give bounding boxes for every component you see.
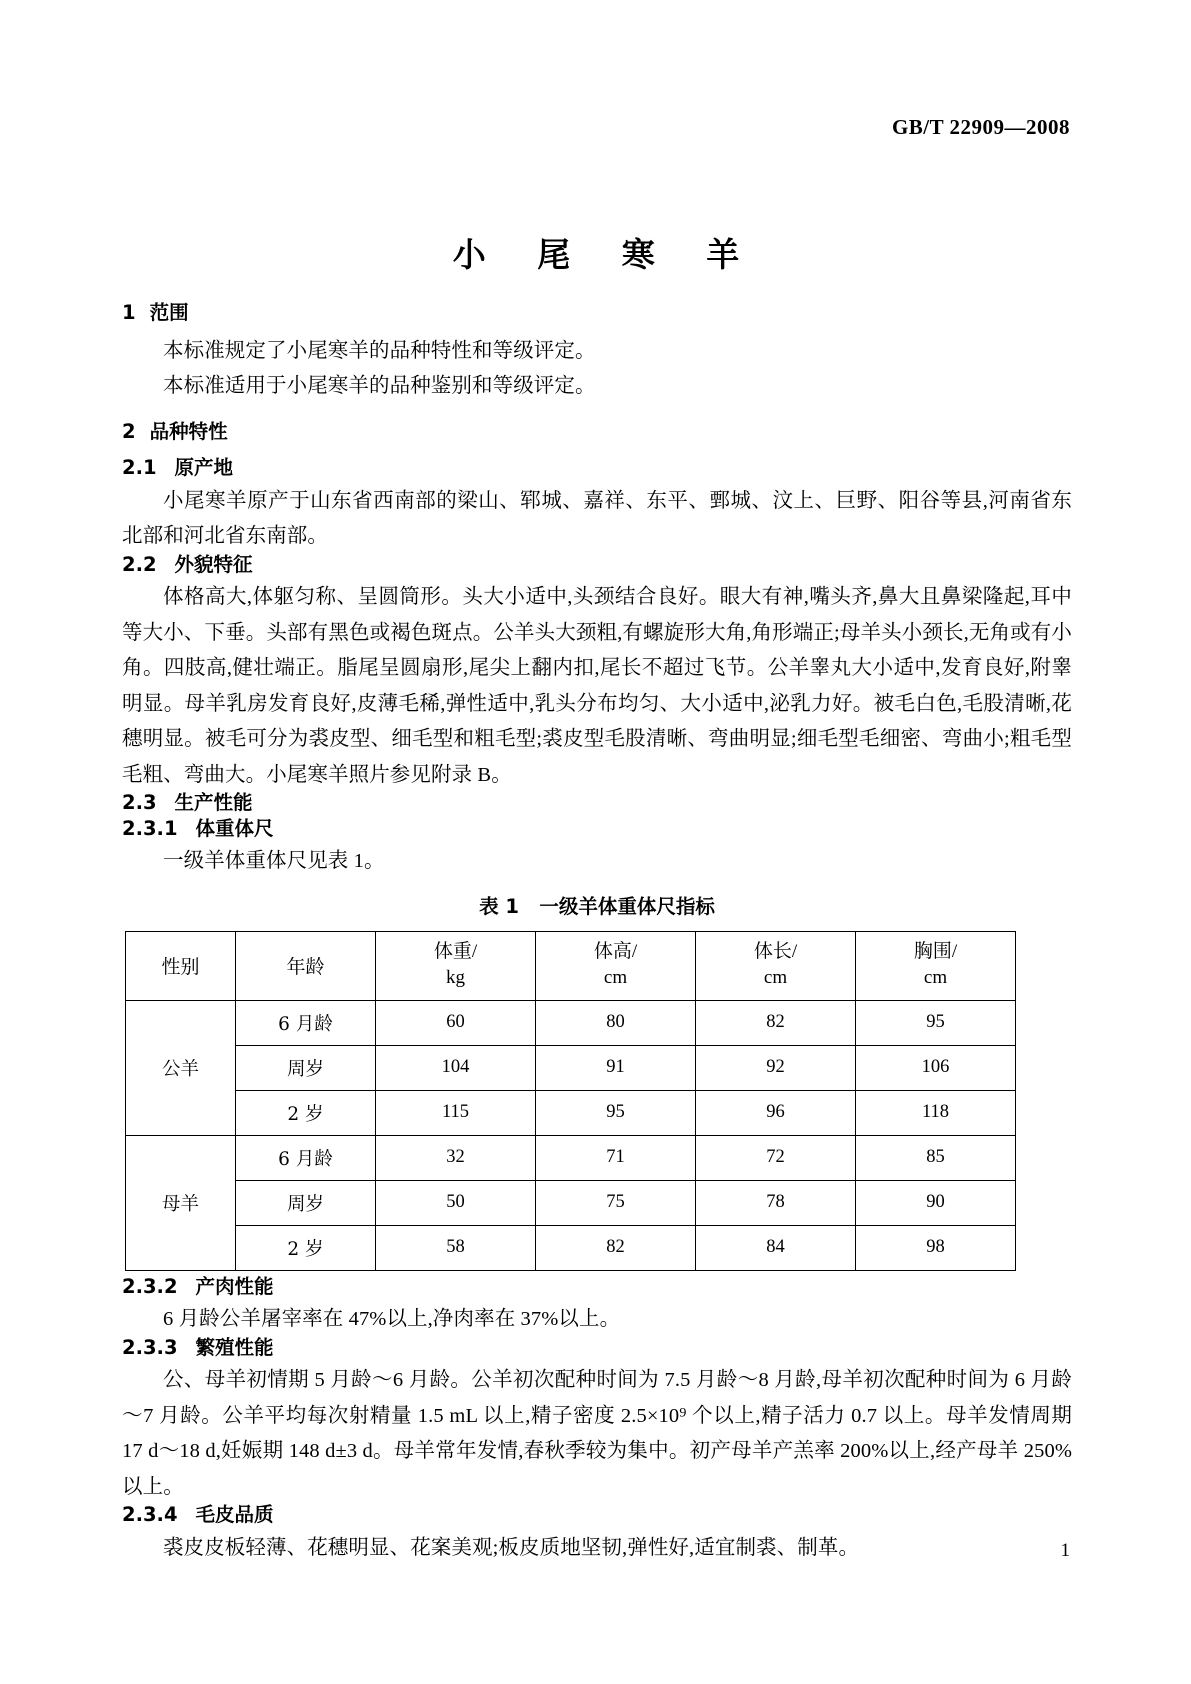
table-header-age (236, 931, 376, 1000)
cell-age: 6 月龄 (236, 1135, 376, 1180)
paragraph-meat-performance: 6 月龄公羊屠宰率在 47%以上,净肉率在 37%以上。 (163, 1308, 621, 1330)
cell-height: 91 (536, 1045, 696, 1090)
standard-number-header: GB/T 22909—2008 (891, 115, 1070, 139)
table-row (126, 1180, 1016, 1225)
paragraph-fur-quality: 裘皮皮板轻薄、花穗明显、花案美观;板皮质地坚韧,弹性好,适宜制裘、制革。 (163, 1536, 860, 1559)
section-heading-2-3-1 (122, 816, 1072, 840)
table-caption-label: 表 1 (479, 894, 519, 918)
section-title: 毛皮品质 (195, 1503, 274, 1526)
cell-girth: 90 (856, 1180, 1016, 1225)
table-caption-text: 一级羊体重体尺指标 (539, 894, 715, 918)
section-number: 2.3.1 (122, 816, 178, 840)
section-heading-2-3 (122, 793, 1072, 813)
table-row (126, 1135, 1016, 1180)
cell-length: 84 (696, 1225, 856, 1270)
table-caption (122, 891, 1072, 919)
cell-weight: 58 (376, 1225, 536, 1270)
cell-height: 82 (536, 1225, 696, 1270)
page-title: 小 尾 寒 羊 (452, 235, 760, 275)
section-title: 体重体尺 (195, 816, 274, 840)
cell-height: 80 (536, 1000, 696, 1045)
cell-sex-male: 公羊 (126, 1000, 236, 1135)
cell-weight: 104 (376, 1045, 536, 1090)
cell-length: 92 (696, 1045, 856, 1090)
paragraph-origin: 小尾寒羊原产于山东省西南部的梁山、郓城、嘉祥、东平、鄄城、汶上、巨野、阳谷等县,河南省东北部和河北省东南部。 (122, 489, 1072, 547)
cell-age: 6 月龄 (236, 1000, 376, 1045)
cell-girth: 85 (856, 1135, 1016, 1180)
cell-weight: 115 (376, 1090, 536, 1135)
cell-height: 95 (536, 1090, 696, 1135)
section-heading-2-2 (122, 552, 1072, 576)
cell-height: 75 (536, 1180, 696, 1225)
cell-age: 2 岁 (236, 1090, 376, 1135)
section-title: 品种特性 (149, 419, 228, 443)
section-title: 原产地 (174, 456, 234, 479)
section-number: 2.1 (122, 456, 157, 479)
header-label: 胸围/ (913, 940, 958, 962)
paragraph-reproduction: 公、母羊初情期 5 月龄～6 月龄。公羊初次配种时间为 7.5 月龄～8 月龄,母羊初次配种时间为 6 月龄～7 月龄。公羊平均每次射精量 1.5 mL 以上,精子密度 2.5×10⁹ 个以上,精子活力 0.7 以上。母羊发情周期 17 d～18 d,妊娠期 148 d±3 d。母羊常年发情,春秋季较为集中。初产母羊产羔率 200%以上,经产母羊 250%以上。 (122, 1369, 1072, 1498)
header-unit: kg (446, 966, 465, 988)
section-title: 生产性能 (174, 791, 253, 814)
section-number: 2.2 (122, 552, 157, 576)
page-number: 1 (1060, 1540, 1070, 1561)
cell-length: 72 (696, 1135, 856, 1180)
cell-height: 71 (536, 1135, 696, 1180)
section-title: 外貌特征 (174, 552, 253, 576)
cell-age: 周岁 (236, 1180, 376, 1225)
section-heading-2-3-4 (122, 1505, 1072, 1525)
header-label: 体重/ (433, 940, 478, 962)
cell-weight: 60 (376, 1000, 536, 1045)
cell-length: 96 (696, 1090, 856, 1135)
paragraph-scope-2: 本标准适用于小尾寒羊的品种鉴别和等级评定。 (163, 375, 596, 397)
table-row (126, 1045, 1016, 1090)
header-label: 体高/ (593, 940, 638, 962)
section-heading-2 (122, 419, 1072, 443)
paragraph-scope-1: 本标准规定了小尾寒羊的品种特性和等级评定。 (163, 339, 596, 362)
weight-measurement-table (125, 931, 1016, 1271)
table-header-sex (126, 931, 236, 1000)
cell-girth: 95 (856, 1000, 1016, 1045)
header-label: 年龄 (286, 956, 325, 978)
table-row (126, 1090, 1016, 1135)
header-label: 性别 (161, 956, 200, 978)
cell-girth: 98 (856, 1225, 1016, 1270)
table-header-girth (856, 931, 1016, 1000)
cell-weight: 32 (376, 1135, 536, 1180)
header-unit: cm (603, 966, 628, 988)
table-header-weight (376, 931, 536, 1000)
section-heading-2-1 (122, 458, 1072, 478)
header-unit: cm (923, 966, 948, 988)
cell-sex-female: 母羊 (126, 1135, 236, 1270)
cell-length: 78 (696, 1180, 856, 1225)
section-heading-2-3-2 (122, 1274, 1072, 1298)
section-number: 1 (122, 301, 136, 324)
section-title: 产肉性能 (195, 1274, 274, 1298)
section-number: 2.3 (122, 791, 157, 814)
cell-age: 周岁 (236, 1045, 376, 1090)
section-heading-1 (122, 303, 1072, 323)
header-unit: cm (763, 966, 788, 988)
table-row (126, 1225, 1016, 1270)
section-number: 2.3.2 (122, 1274, 178, 1298)
cell-girth: 106 (856, 1045, 1016, 1090)
cell-girth: 118 (856, 1090, 1016, 1135)
section-number: 2.3.3 (122, 1335, 178, 1359)
paragraph-table-reference: 一级羊体重体尺见表 1。 (163, 850, 385, 872)
section-title: 范围 (149, 301, 189, 324)
document-body (122, 303, 1072, 1566)
table-header-height (536, 931, 696, 1000)
section-title: 繁殖性能 (195, 1335, 274, 1359)
table-header-length (696, 931, 856, 1000)
cell-weight: 50 (376, 1180, 536, 1225)
header-label: 体长/ (753, 940, 798, 962)
section-number: 2 (122, 419, 136, 443)
section-number: 2.3.4 (122, 1503, 178, 1526)
table-header-row (126, 931, 1016, 1000)
cell-age: 2 岁 (236, 1225, 376, 1270)
paragraph-appearance: 体格高大,体躯匀称、呈圆筒形。头大小适中,头颈结合良好。眼大有神,嘴头齐,鼻大且鼻梁隆起,耳中等大小、下垂。头部有黑色或褐色斑点。公羊头大颈粗,有螺旋形大角,角形端正;母羊头小颈长,无角或有小角。四肢高,健壮端正。脂尾呈圆扇形,尾尖上翻内扣,尾长不超过飞节。公羊睾丸大小适中,发育良好,附睾明显。母羊乳房发育良好,皮薄毛稀,弹性适中,乳头分布均匀、大小适中,泌乳力好。被毛白色,毛股清晰,花穗明显。被毛可分为裘皮型、细毛型和粗毛型;裘皮型毛股清晰、弯曲明显;细毛型毛细密、弯曲小;粗毛型毛粗、弯曲大。小尾寒羊照片参见附录 B。 (122, 586, 1072, 786)
section-heading-2-3-3 (122, 1335, 1072, 1359)
table-row (126, 1000, 1016, 1045)
cell-length: 82 (696, 1000, 856, 1045)
